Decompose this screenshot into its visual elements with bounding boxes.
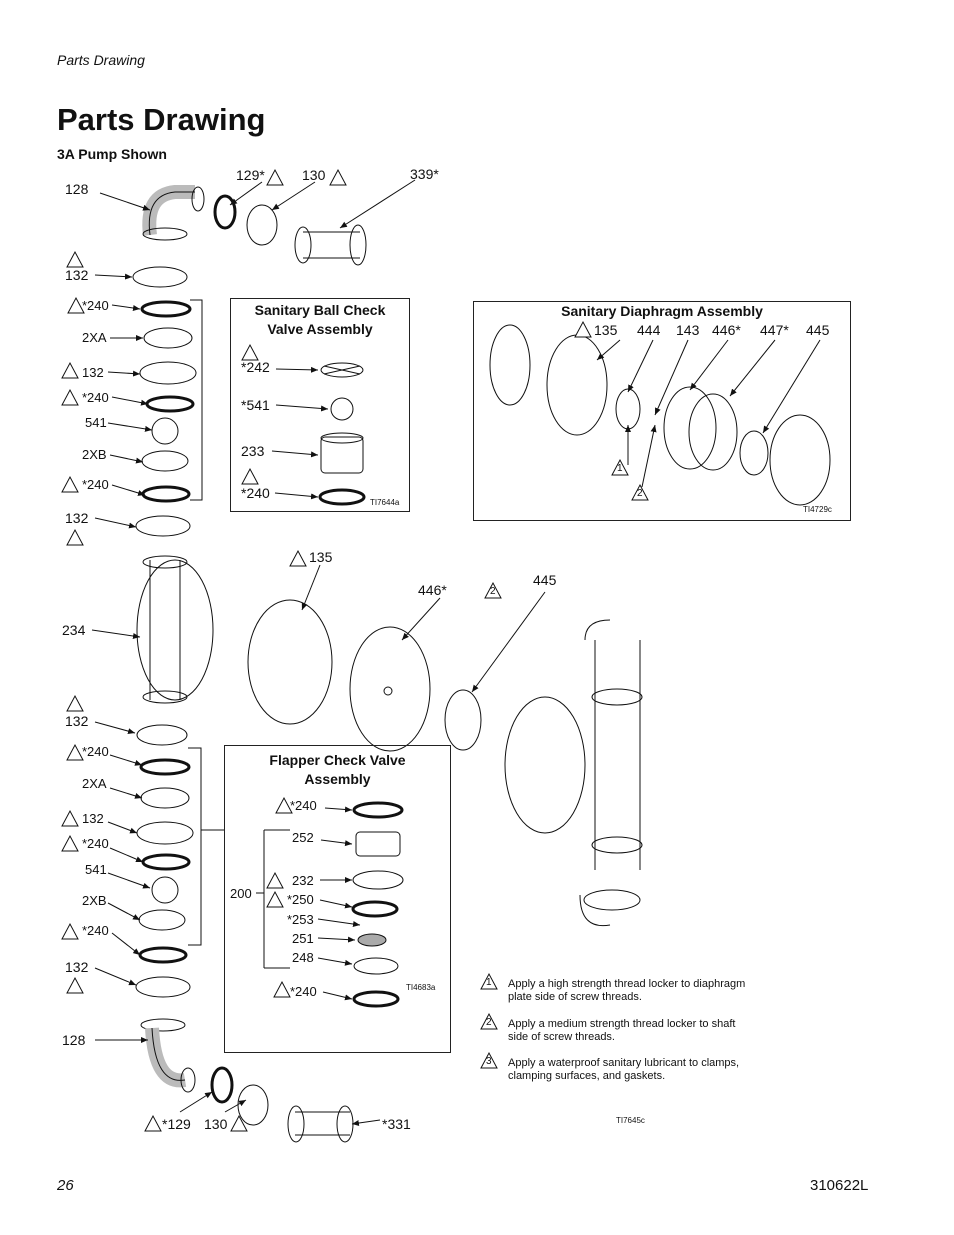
callout-130-top: 130 <box>302 167 326 183</box>
diaphragm-label-444: 444 <box>637 322 661 338</box>
flapper-label-232: 232 <box>292 873 314 888</box>
flapper-ref: TI4683a <box>406 983 436 992</box>
note-marker-2: 2 <box>486 1017 492 1028</box>
callout-132-d: 132 <box>65 713 89 729</box>
ball-check-ref: TI7644a <box>370 498 400 507</box>
page-number: 26 <box>57 1177 74 1194</box>
flapper-label-251: 251 <box>292 931 314 946</box>
note-marker-3: 3 <box>486 1056 492 1067</box>
callout-240-e: *240 <box>82 836 109 851</box>
flapper-box <box>224 745 451 1053</box>
diaphragm-ref: TI4729c <box>803 505 832 514</box>
callout-2xb-a: 2XB <box>82 447 107 462</box>
note-1: Apply a high strength thread locker to diaphragm plate side of screw threads. <box>508 978 746 1003</box>
callout-128-top: 128 <box>65 181 89 197</box>
callout-132-b: 132 <box>82 365 104 380</box>
callout-2xb-b: 2XB <box>82 893 107 908</box>
ball-check-label-541: *541 <box>241 397 270 413</box>
callout-541-a: 541 <box>85 415 107 430</box>
callout-240-d: *240 <box>82 744 109 759</box>
callout-129-bottom: *129 <box>162 1116 191 1132</box>
note-2: Apply a medium strength thread locker to shaft side of screw threads. <box>508 1018 736 1043</box>
callout-132-e: 132 <box>82 811 104 826</box>
ball-check-title-line2: Valve Assembly <box>267 321 373 337</box>
flapper-title-line1: Flapper Check Valve <box>269 752 406 768</box>
flapper-label-250: *250 <box>287 892 314 907</box>
callout-234: 234 <box>62 622 86 638</box>
flapper-label-248: 248 <box>292 950 314 965</box>
flapper-label-240-a: *240 <box>290 798 317 813</box>
callout-240-b: *240 <box>82 390 109 405</box>
callout-2xa-a: 2XA <box>82 330 107 345</box>
diaphragm-title: Sanitary Diaphragm Assembly <box>561 303 763 319</box>
diaphragm-marker-2: 2 <box>637 488 643 499</box>
callout-132-c: 132 <box>65 510 89 526</box>
section-header: Parts Drawing <box>57 52 145 68</box>
document-id: 310622L <box>810 1177 869 1194</box>
flapper-label-252: 252 <box>292 830 314 845</box>
flapper-label-253: *253 <box>287 912 314 927</box>
callout-446: 446* <box>418 582 447 598</box>
marker-2-446: 2 <box>490 586 496 597</box>
callout-445: 445 <box>533 572 557 588</box>
diaphragm-label-143: 143 <box>676 322 700 338</box>
note-3: Apply a waterproof sanitary lubricant to clamps, clamping surfaces, and gaskets. <box>508 1057 740 1082</box>
diaphragm-label-446: 446* <box>712 322 741 338</box>
callout-240-f: *240 <box>82 923 109 938</box>
diaphragm-label-135: 135 <box>594 322 618 338</box>
flapper-title <box>225 751 450 789</box>
page-subtitle: 3A Pump Shown <box>57 146 167 162</box>
main-ref: TI7645c <box>616 1116 645 1125</box>
note-marker-1: 1 <box>486 977 492 988</box>
callout-541-b: 541 <box>85 862 107 877</box>
callout-132-f: 132 <box>65 959 89 975</box>
callout-240-a: *240 <box>82 298 109 313</box>
callout-132-a: 132 <box>65 267 89 283</box>
callout-240-c: *240 <box>82 477 109 492</box>
callout-135: 135 <box>309 549 333 565</box>
ball-check-label-242: *242 <box>241 359 270 375</box>
flapper-label-200: 200 <box>230 886 252 901</box>
flapper-label-240-b: *240 <box>290 984 317 999</box>
ball-check-title-line1: Sanitary Ball Check <box>254 302 386 318</box>
page-title: Parts Drawing <box>57 102 266 137</box>
callout-130-bottom: 130 <box>204 1116 228 1132</box>
diaphragm-marker-1: 1 <box>617 463 623 474</box>
callout-331: *331 <box>382 1116 411 1132</box>
diaphragm-box <box>473 301 851 521</box>
callout-339: 339* <box>410 166 439 182</box>
callout-129: 129* <box>236 167 265 183</box>
diaphragm-label-445: 445 <box>806 322 830 338</box>
ball-check-title <box>231 301 409 339</box>
ball-check-label-233: 233 <box>241 443 265 459</box>
callout-128-bottom: 128 <box>62 1032 86 1048</box>
diaphragm-label-447: 447* <box>760 322 789 338</box>
flapper-title-line2: Assembly <box>304 771 371 787</box>
ball-check-label-240: *240 <box>241 485 270 501</box>
callout-2xa-b: 2XA <box>82 776 107 791</box>
